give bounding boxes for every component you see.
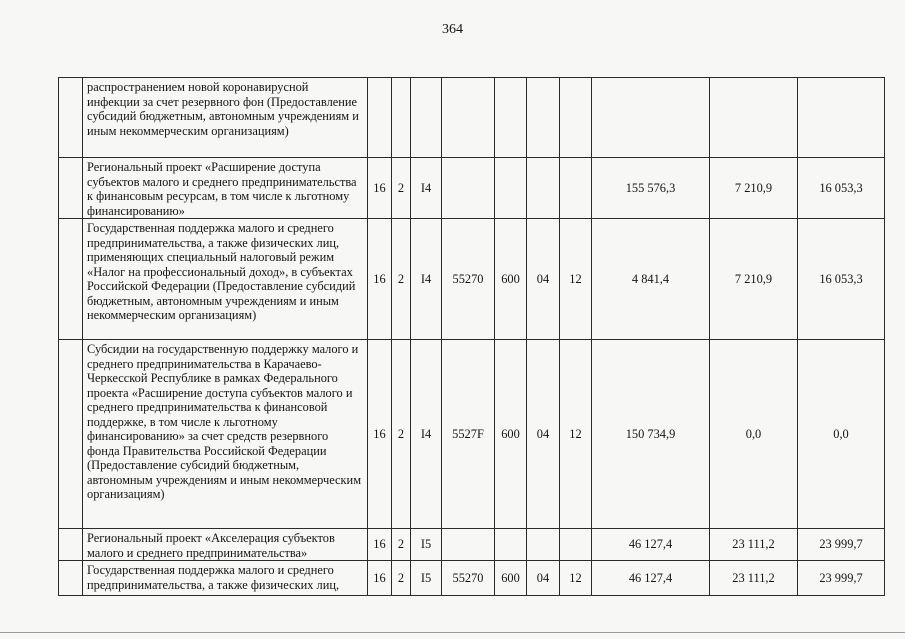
code-np-cell: I5 bbox=[411, 529, 442, 561]
target-code-cell: 55270 bbox=[442, 219, 495, 340]
table-row bbox=[59, 158, 885, 219]
section-cell bbox=[527, 78, 560, 158]
number-cell bbox=[59, 219, 83, 340]
amount-year2-cell: 7 210,9 bbox=[710, 219, 798, 340]
page-bottom-edge bbox=[0, 632, 905, 633]
amount-year3-cell bbox=[798, 78, 885, 158]
amount-year3-cell: 0,0 bbox=[798, 340, 885, 529]
section-cell bbox=[527, 158, 560, 219]
amount-year1-cell: 46 127,4 bbox=[592, 529, 710, 561]
amount-year1-cell: 155 576,3 bbox=[592, 158, 710, 219]
code-np-cell: I4 bbox=[411, 158, 442, 219]
table-row bbox=[59, 340, 885, 529]
item-name-cell: Субсидии на государственную поддержку малого и среднего предпринимательства в Карачаево-Черкесской Республике в рамках Федерального проекта «Расширение доступа субъектов малого и среднего предпринимательства к финансовой поддержке, в том числе к льготному финансированию» за счет средств резервного фонда Правительства Российской Федерации (Предоставление субсидий бюджетным, автономным учреждениям и иным некоммерческим организациям) bbox=[83, 340, 368, 529]
table-row bbox=[59, 561, 885, 596]
code-gr-cell: 16 bbox=[368, 158, 392, 219]
expense-type-cell bbox=[495, 158, 527, 219]
subsection-cell: 12 bbox=[560, 561, 592, 596]
table-row bbox=[59, 529, 885, 561]
expense-type-cell bbox=[495, 529, 527, 561]
subsection-cell bbox=[560, 158, 592, 219]
amount-year1-cell: 4 841,4 bbox=[592, 219, 710, 340]
amount-year2-cell: 0,0 bbox=[710, 340, 798, 529]
amount-year3-cell: 16 053,3 bbox=[798, 158, 885, 219]
code-gr-cell: 16 bbox=[368, 529, 392, 561]
code-pr-cell: 2 bbox=[392, 561, 411, 596]
code-np-cell bbox=[411, 78, 442, 158]
item-name-cell: Государственная поддержка малого и среднего предпринимательства, а также физических лиц, bbox=[83, 561, 368, 596]
amount-year2-cell: 7 210,9 bbox=[710, 158, 798, 219]
number-cell bbox=[59, 529, 83, 561]
amount-year2-cell: 23 111,2 bbox=[710, 561, 798, 596]
number-cell bbox=[59, 158, 83, 219]
amount-year2-cell: 23 111,2 bbox=[710, 529, 798, 561]
code-gr-cell: 16 bbox=[368, 219, 392, 340]
code-np-cell: I4 bbox=[411, 340, 442, 529]
item-name-cell: Региональный проект «Расширение доступа субъектов малого и среднего предпринимательства к финансовым ресурсам, в том числе к льготному финансированию» bbox=[83, 158, 368, 219]
item-name-cell: распространением новой коронавирусной инфекции за счет резервного фон (Предоставление субсидий бюджетным, автономным учреждениям и иным некоммерческим организациям) bbox=[83, 78, 368, 158]
section-cell bbox=[527, 529, 560, 561]
code-gr-cell: 16 bbox=[368, 561, 392, 596]
target-code-cell: 5527F bbox=[442, 340, 495, 529]
expense-type-cell: 600 bbox=[495, 219, 527, 340]
table-row bbox=[59, 78, 885, 158]
number-cell bbox=[59, 561, 83, 596]
code-pr-cell: 2 bbox=[392, 219, 411, 340]
code-pr-cell bbox=[392, 78, 411, 158]
number-cell bbox=[59, 340, 83, 529]
code-gr-cell bbox=[368, 78, 392, 158]
subsection-cell bbox=[560, 529, 592, 561]
target-code-cell bbox=[442, 529, 495, 561]
subsection-cell: 12 bbox=[560, 340, 592, 529]
item-name-cell: Региональный проект «Акселерация субъектов малого и среднего предпринимательства» bbox=[83, 529, 368, 561]
amount-year2-cell bbox=[710, 78, 798, 158]
section-cell: 04 bbox=[527, 561, 560, 596]
expense-type-cell: 600 bbox=[495, 340, 527, 529]
amount-year3-cell: 16 053,3 bbox=[798, 219, 885, 340]
number-cell bbox=[59, 78, 83, 158]
target-code-cell bbox=[442, 78, 495, 158]
code-pr-cell: 2 bbox=[392, 529, 411, 561]
table-row bbox=[59, 219, 885, 340]
subsection-cell bbox=[560, 78, 592, 158]
subsection-cell: 12 bbox=[560, 219, 592, 340]
amount-year1-cell: 150 734,9 bbox=[592, 340, 710, 529]
amount-year3-cell: 23 999,7 bbox=[798, 529, 885, 561]
item-name-cell: Государственная поддержка малого и среднего предпринимательства, а также физических лиц, применяющих специальный налоговый режим «Налог на профессиональный доход», в субъектах Российской Федерации (Предоставление субсидий бюджетным, автономным учреждениям и иным некоммерческим организациям) bbox=[83, 219, 368, 340]
target-code-cell: 55270 bbox=[442, 561, 495, 596]
code-pr-cell: 2 bbox=[392, 158, 411, 219]
amount-year1-cell bbox=[592, 78, 710, 158]
code-pr-cell: 2 bbox=[392, 340, 411, 529]
code-np-cell: I5 bbox=[411, 561, 442, 596]
expense-type-cell: 600 bbox=[495, 561, 527, 596]
section-cell: 04 bbox=[527, 340, 560, 529]
amount-year3-cell: 23 999,7 bbox=[798, 561, 885, 596]
page-number: 364 bbox=[442, 22, 463, 37]
section-cell: 04 bbox=[527, 219, 560, 340]
amount-year1-cell: 46 127,4 bbox=[592, 561, 710, 596]
budget-table bbox=[58, 77, 885, 596]
expense-type-cell bbox=[495, 78, 527, 158]
code-np-cell: I4 bbox=[411, 219, 442, 340]
code-gr-cell: 16 bbox=[368, 340, 392, 529]
target-code-cell bbox=[442, 158, 495, 219]
